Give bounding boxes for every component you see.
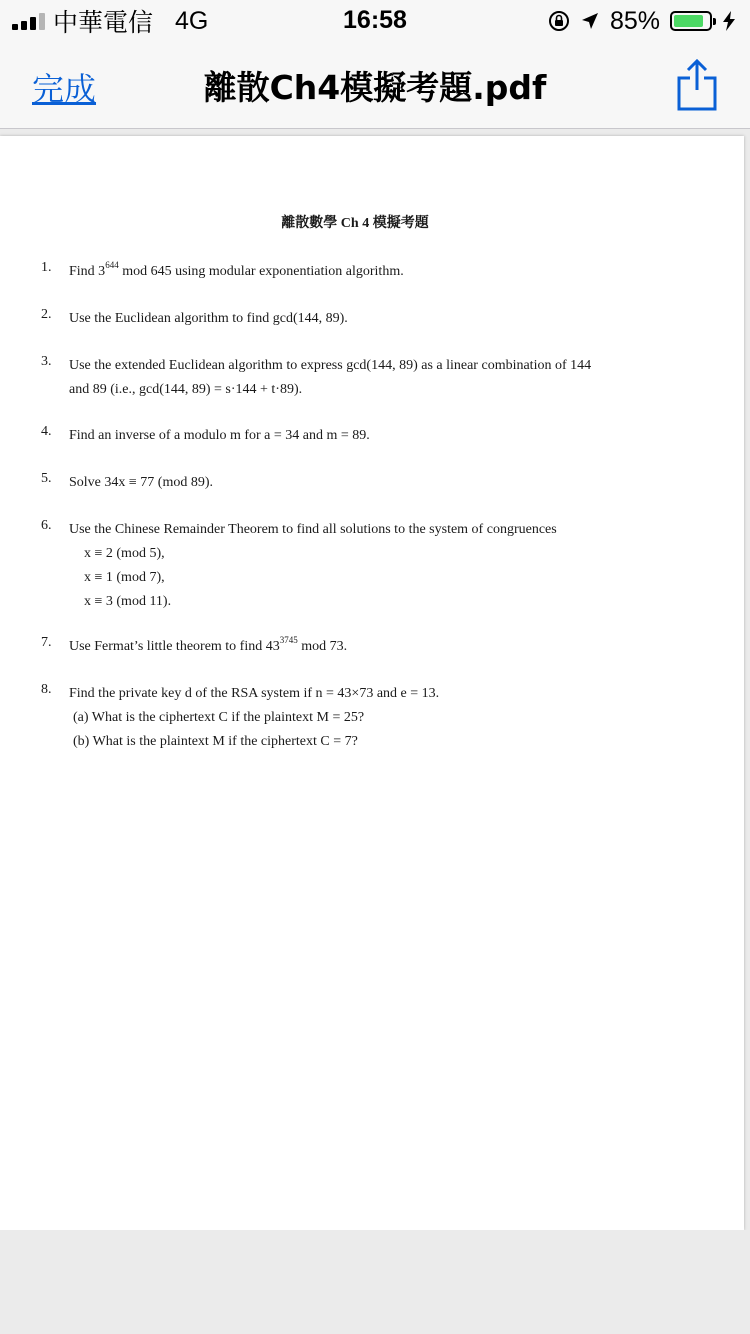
question-text: Find $3^{644}$ mod 645 using modular exponentiation algorithm. [69,260,404,279]
congruence: x ≡ 1 (mod 7), [84,570,165,585]
question-number: 1. [41,260,52,275]
sub-question: (a) What is the ciphertext C if the plaintext M = 25? [73,710,365,725]
done-button[interactable]: 完成 [32,70,97,108]
question-text: Use the Euclidean algorithm to find gcd(144, 89). [69,311,348,326]
status-right [548,7,736,35]
question-text: Use the extended Euclidean algorithm to express gcd(144, 89) as a linear combination of 144 and 89 (i.e., gcd(144, 89) = s·144 + t·89). [69,358,592,397]
question-text: Find the private key d of the RSA system if n = 43×73 and e = 13. (a) What is the ciphertext C if the plaintext M = 25? (b) What is the plaintext M if the ciphertext C = 7? [69,682,679,754]
navigation-bar [0,40,750,129]
question-number: 4. [41,424,52,439]
question-number: 3. [41,354,52,369]
network-type: 4G [175,6,209,35]
question-number: 2. [41,307,52,322]
pdf-page[interactable] [0,136,744,1230]
congruence: x ≡ 3 (mod 11). [84,594,172,609]
question-number: 5. [41,471,52,486]
exam-title: 離散數學 Ch 4 模擬考題 [281,216,429,231]
viewer-background [0,1230,750,1334]
status-time: 16:58 [343,6,407,34]
rotation-lock-icon [548,10,570,32]
question-number: 7. [41,635,52,650]
question-text: Use Fermat’s little theorem to find $43^{3745}$ mod 73. [69,635,348,654]
status-bar [0,0,750,40]
share-icon[interactable] [676,58,718,112]
battery-fill [674,15,703,27]
question-text: Solve 34x ≡ 77 (mod 89). [69,475,213,490]
charging-bolt-icon [722,11,736,31]
battery-icon [670,11,712,31]
location-arrow-icon [580,11,600,31]
battery-percent: 85% [609,6,660,35]
document-title: 離散Ch4模擬考題.pdf [203,68,547,107]
question-text: Find an inverse of a modulo m for a = 34 and m = 89. [69,428,370,443]
congruence: x ≡ 2 (mod 5), [84,546,165,561]
question-number: 8. [41,682,52,697]
carrier-name: 中華電信 [53,8,154,37]
question-text: Use the Chinese Remainder Theorem to find all solutions to the system of congruences x ≡ 2 (mod 5), x ≡ 1 (mod 7), x ≡ 3 (mod 11). [69,518,679,614]
question-number: 6. [41,518,52,533]
sub-question: (b) What is the plaintext M if the ciphertext C = 7? [73,734,358,749]
